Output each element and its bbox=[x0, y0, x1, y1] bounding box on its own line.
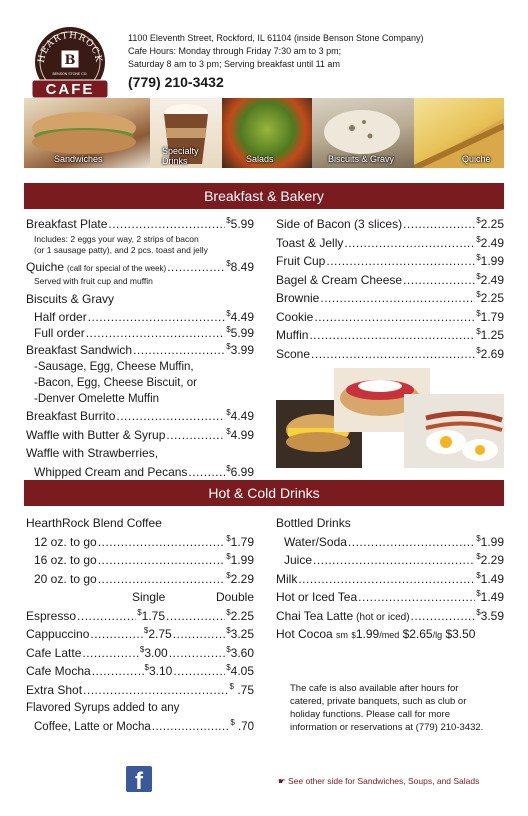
menu-item-juice: Juice ..... $2.29 bbox=[276, 551, 504, 570]
menu-item-biscuits-half: Half order ..... $4.49 bbox=[26, 309, 254, 325]
menu-item-brownie: Brownie ..... $2.25 bbox=[276, 289, 504, 308]
sandwich-option-1: -Sausage, Egg, Cheese Muffin, bbox=[34, 361, 194, 373]
header-info bbox=[128, 32, 518, 92]
menu-heading-bottled: Bottled Drinks bbox=[276, 516, 351, 530]
menu-item-tea: Hot or Iced Tea ..... $1.49 bbox=[276, 588, 504, 607]
menu-item-fruit-cup: Fruit Cup ..... $1.99 bbox=[276, 252, 504, 271]
logo-cafe-word: CAFE bbox=[45, 81, 95, 98]
menu-item-waffle-strawberries: Whipped Cream and Pecans ..... $6.99 bbox=[26, 463, 254, 482]
pointing-hand-icon: ☛ bbox=[278, 776, 286, 786]
logo-arc-text: HEARTHROCK bbox=[36, 30, 104, 64]
menu-item-bagel: Bagel & Cream Cheese ..... $2.49 bbox=[276, 271, 504, 290]
breakfast-left-column bbox=[26, 215, 254, 481]
breakfast-photo-collage bbox=[276, 368, 504, 470]
photo-caption-specialty-drinks: Specialty Drinks bbox=[162, 146, 199, 166]
hearthrock-cafe-logo bbox=[24, 24, 114, 104]
menu-item-breakfast-sandwich: Breakfast Sandwich ..... $3.99 bbox=[26, 341, 254, 360]
quiche-note: Served with fruit cup and muffin bbox=[34, 276, 153, 286]
menu-item-milk: Milk ..... $1.49 bbox=[276, 570, 504, 589]
menu-item-breakfast-plate: Breakfast Plate ..... $5.99 bbox=[26, 215, 254, 234]
menu-item-cappuccino: Cappuccino ..... $2.75 ..... $3.25 bbox=[26, 625, 254, 644]
espresso-size-headers bbox=[26, 588, 254, 607]
photo-sandwiches bbox=[24, 98, 150, 168]
menu-item-waffle-butter: Waffle with Butter & Syrup ..... $4.99 bbox=[26, 426, 254, 445]
menu-item-quiche: Quiche (call for special of the week) ..... $8.49 bbox=[26, 258, 254, 277]
photo-biscuits-gravy bbox=[312, 98, 414, 168]
double-header: Double bbox=[215, 590, 254, 604]
menu-heading-syrups: Flavored Syrups added to any bbox=[26, 702, 180, 714]
photo-caption-quiche: Quiche bbox=[462, 154, 491, 164]
sandwich-option-2: -Bacon, Egg, Cheese Biscuit, or bbox=[34, 377, 197, 389]
menu-item-coffee-16oz: 16 oz. to go ..... $1.99 bbox=[26, 551, 254, 570]
menu-item-scone: Scone ..... $2.69 bbox=[276, 345, 504, 364]
single-header: Single bbox=[132, 590, 166, 604]
menu-item-extra-shot: Extra Shot ..... $ .75 bbox=[26, 681, 254, 700]
photo-caption-salads: Salads bbox=[246, 154, 274, 164]
section-bar-drinks: Hot & Cold Drinks bbox=[24, 480, 504, 506]
menu-heading-biscuits: Biscuits & Gravy bbox=[26, 292, 115, 306]
menu-item-cookie: Cookie ..... $1.79 bbox=[276, 308, 504, 327]
photo-caption-sandwiches: Sandwiches bbox=[54, 154, 103, 164]
menu-item-biscuits-full: Full order ..... $5.99 bbox=[26, 325, 254, 341]
section-bar-breakfast: Breakfast & Bakery bbox=[24, 183, 504, 209]
menu-item-coffee-12oz: 12 oz. to go ..... $1.79 bbox=[26, 533, 254, 552]
plate-note-1: Includes: 2 eggs your way, 2 strips of bacon bbox=[34, 233, 199, 244]
menu-item-water-soda: Water/Soda ..... $1.99 bbox=[276, 533, 504, 552]
footer-note: ☛ See other side for Sandwiches, Soups, and Salads bbox=[278, 776, 480, 786]
food-photo-strip bbox=[24, 98, 504, 168]
photo-caption-biscuits-gravy: Biscuits & Gravy bbox=[328, 154, 395, 164]
logo-small-text: BENSON STONE CO. bbox=[52, 72, 88, 76]
breakfast-right-column bbox=[276, 215, 504, 363]
menu-item-toast-jelly: Toast & Jelly ..... $2.49 bbox=[276, 234, 504, 253]
menu-item-cafe-mocha: Cafe Mocha ..... $3.10 ..... $4.05 bbox=[26, 662, 254, 681]
drinks-right-column bbox=[276, 514, 504, 644]
menu-item-breakfast-burrito: Breakfast Burrito ..... $4.49 bbox=[26, 407, 254, 426]
menu-item-hot-cocoa: Hot Cocoa sm $ 1.99 /med $2.65 /lg $3.50 bbox=[276, 627, 476, 641]
plate-note-2: (or 1 sausage patty), and 2 pcs. toast and jelly bbox=[34, 244, 208, 255]
phone-number: (779) 210-3432 bbox=[128, 74, 224, 90]
menu-item-side-bacon: Side of Bacon (3 slices) ..... $2.25 bbox=[276, 215, 504, 234]
hours-line-2: Saturday 8 am to 3 pm; Serving breakfast until 11 am bbox=[128, 59, 340, 69]
menu-item-coffee-20oz: 20 oz. to go ..... $2.29 bbox=[26, 570, 254, 589]
logo-letter: B bbox=[64, 53, 76, 68]
menu-item-syrups: Coffee, Latte or Mocha ..... $ .70 bbox=[26, 718, 254, 737]
menu-heading-waffle-strawberries: Waffle with Strawberries, bbox=[26, 446, 159, 460]
drinks-left-column bbox=[26, 514, 254, 736]
hours-line-1: Cafe Hours: Monday through Friday 7:30 am to 3 pm; bbox=[128, 46, 342, 56]
menu-heading-coffee: HearthRock Blend Coffee bbox=[26, 516, 162, 530]
photo-specialty-drinks bbox=[150, 98, 222, 168]
cafe-availability-note: The cafe is also available after hours for catered, private banquets, such as club or holiday functions. Please call for more information or reservations at (779) 210-3432. bbox=[290, 683, 484, 733]
menu-item-chai: Chai Tea Latte (hot or iced) ..... $3.59 bbox=[276, 607, 504, 626]
address: 1100 Eleventh Street, Rockford, IL 61104 (inside Benson Stone Company) bbox=[128, 33, 424, 43]
menu-item-muffin: Muffin ..... $1.25 bbox=[276, 326, 504, 345]
menu-item-cafe-latte: Cafe Latte ..... $3.00 ..... $3.60 bbox=[26, 644, 254, 663]
menu-item-espresso: Espresso ..... $1.75 ..... $2.25 bbox=[26, 607, 254, 626]
facebook-icon[interactable]: f bbox=[126, 766, 152, 792]
sandwich-option-3: -Denver Omelette Muffin bbox=[34, 393, 160, 405]
photo-quiche bbox=[414, 98, 504, 168]
photo-salads bbox=[222, 98, 312, 168]
